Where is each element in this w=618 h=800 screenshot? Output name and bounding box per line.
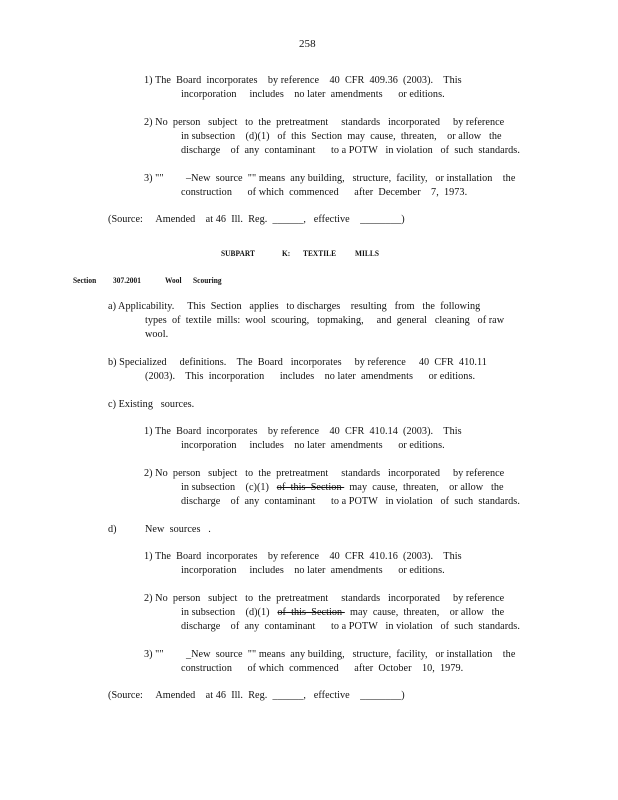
top-item-2-line-3: discharge of any contaminant to a POTW in violation of such standards. [181, 145, 520, 156]
top-item-3-prefix: 3) "" [144, 173, 164, 184]
subpart-title-1: TEXTILE [303, 249, 337, 258]
top-item-3-line-2: construction of which commenced after December 7, 1973. [181, 187, 468, 198]
top-item-3-line-1: –New source "" means any building, structure, facility, or installation the [186, 173, 516, 184]
c2-line-2-start: in subsection (c)(1) [181, 482, 277, 493]
top-item-1-line-2: incorporation includes no later amendments or editions. [181, 89, 445, 100]
subpart-title-2: MILLS [355, 249, 379, 258]
subpart-letter: K: [282, 249, 291, 258]
subsection-b-line-2: (2003). This incorporation includes no later amendments or editions. [145, 371, 476, 382]
subsection-a-line-3: wool. [145, 329, 169, 340]
d2-struck-text: of this Section [277, 607, 345, 618]
subsection-c-item-2-line-3: discharge of any contaminant to a POTW in violation of such standards. [181, 496, 520, 507]
subsection-d-title: New sources . [145, 524, 211, 535]
subsection-d-item-2-line-2 [181, 607, 504, 619]
source-note-2: (Source: Amended at 46 Ill. Reg. ______, effective ________) [108, 690, 405, 701]
section-title-1: Wool [165, 276, 182, 285]
subsection-c-item-1-line-2: incorporation includes no later amendments or editions. [181, 440, 445, 451]
subsection-d-item-2-line-1: 2) No person subject to the pretreatment standards incorporated by reference [144, 593, 505, 604]
subsection-a-line-2: types of textile mills: wool scouring, topmaking, and general cleaning of raw [145, 315, 505, 326]
c2-line-2-end: may cause, threaten, or allow the [344, 482, 504, 493]
page-number: 258 [299, 38, 316, 50]
subsection-c-item-1-line-1: 1) The Board incorporates by reference 40 CFR 410.14 (2003). This [144, 426, 462, 437]
subsection-d-item-3-line-1: _New source "" means any building, structure, facility, or installation the [186, 649, 516, 660]
d2-line-2-start: in subsection (d)(1) [181, 607, 278, 618]
subsection-b-line-1: b) Specialized definitions. The Board incorporates by reference 40 CFR 410.11 [108, 357, 487, 368]
subsection-d-item-3-prefix: 3) "" [144, 649, 164, 660]
subsection-d-item-3-line-2: construction of which commenced after October 10, 1979. [181, 663, 464, 674]
d2-line-2-end: may cause, threaten, or allow the [344, 607, 505, 618]
top-item-2-line-2: in subsection (d)(1) of this Section may cause, threaten, or allow the [181, 131, 502, 142]
subsection-d-label: d) [108, 524, 117, 535]
subsection-d-item-2-line-3: discharge of any contaminant to a POTW in violation of such standards. [181, 621, 520, 632]
section-title-2: Scouring [193, 276, 222, 285]
subsection-c-item-2-line-1: 2) No person subject to the pretreatment standards incorporated by reference [144, 468, 505, 479]
subsection-a-line-1: a) Applicability. This Section applies to discharges resulting from the following [108, 301, 481, 312]
c2-struck-text: of this Section [276, 482, 345, 493]
subsection-d-item-1-line-2: incorporation includes no later amendments or editions. [181, 565, 445, 576]
section-number: 307.2001 [113, 276, 141, 285]
subsection-c-heading: c) Existing sources. [108, 399, 195, 410]
subsection-c-item-2-line-2 [181, 482, 504, 494]
subpart-label: SUBPART [221, 249, 255, 258]
subsection-d-item-1-line-1: 1) The Board incorporates by reference 40 CFR 410.16 (2003). This [144, 551, 462, 562]
top-item-2-line-1: 2) No person subject to the pretreatment standards incorporated by reference [144, 117, 505, 128]
section-label: Section [73, 276, 97, 285]
top-item-1-line-1: 1) The Board incorporates by reference 40 CFR 409.36 (2003). This [144, 75, 462, 86]
source-note-1: (Source: Amended at 46 Ill. Reg. ______, effective ________) [108, 214, 405, 225]
